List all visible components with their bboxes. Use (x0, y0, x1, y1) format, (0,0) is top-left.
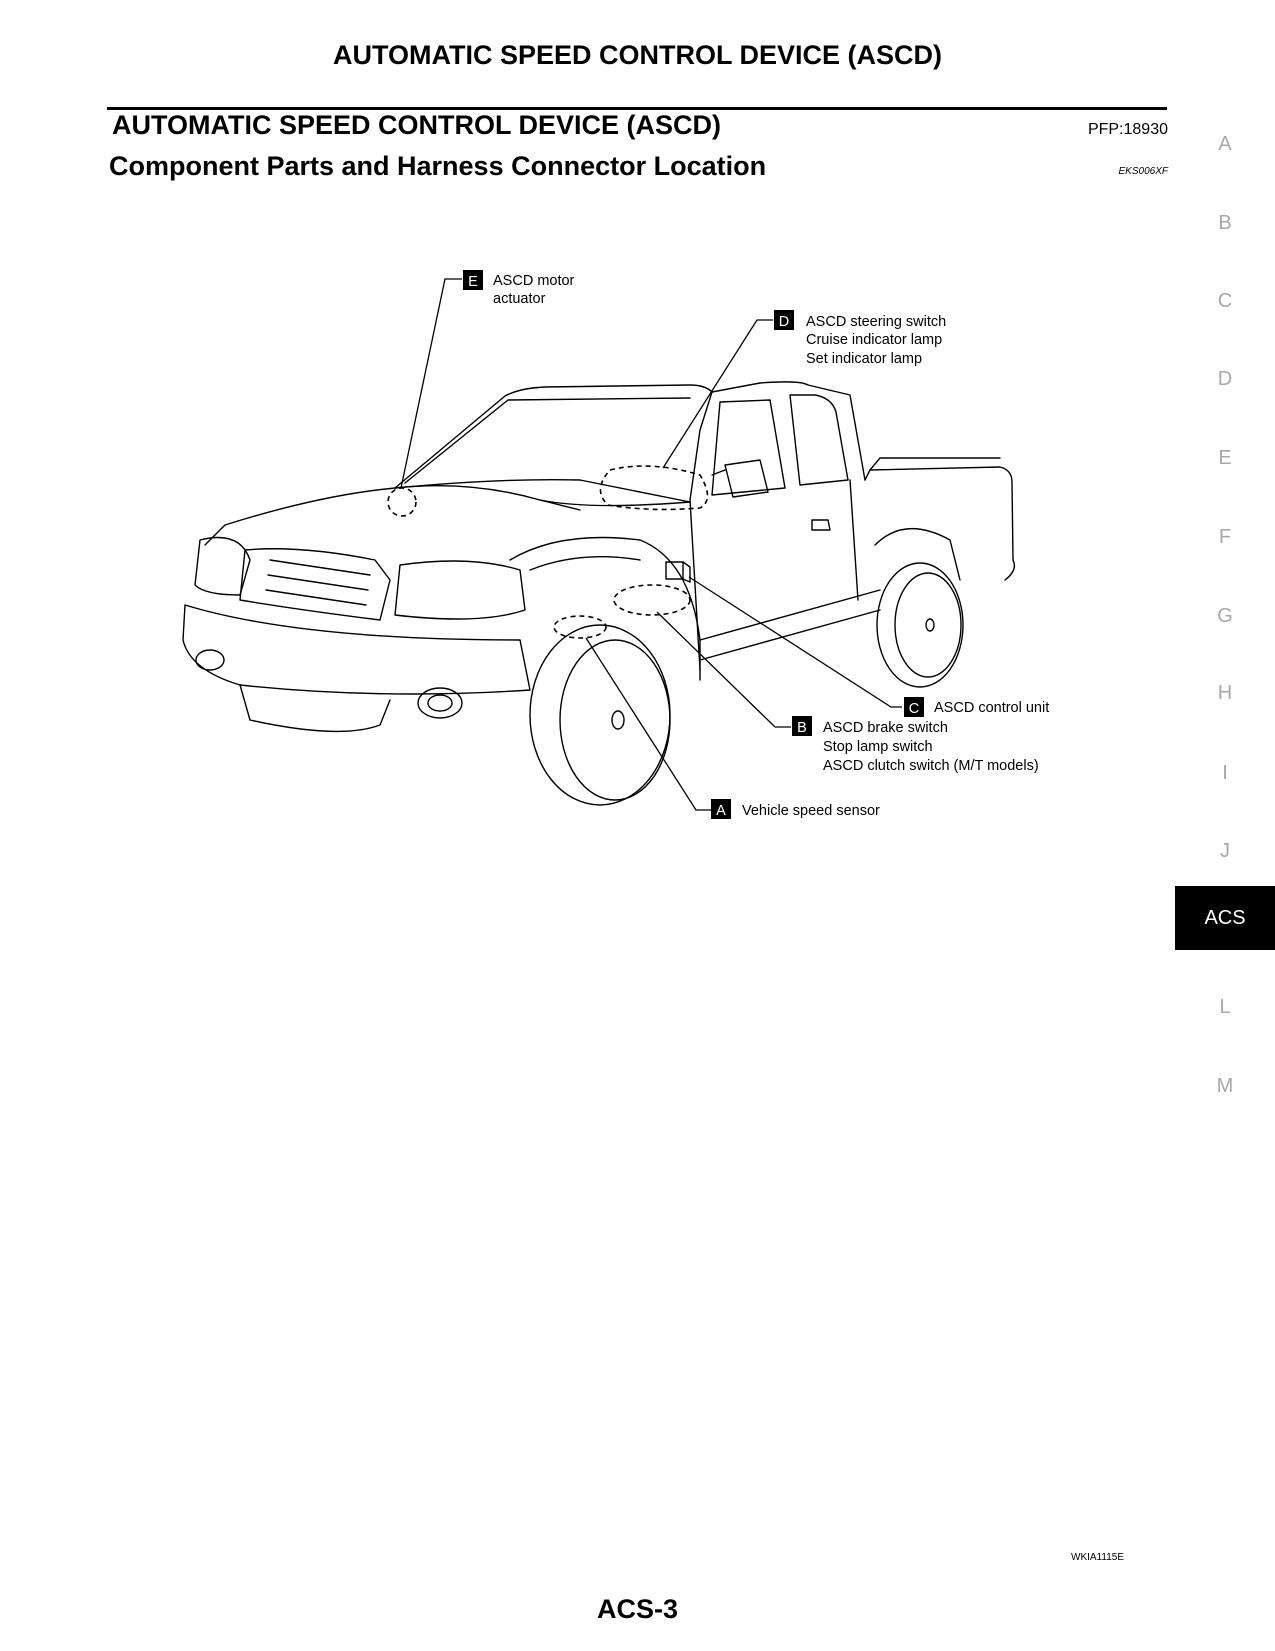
tab-j[interactable]: J (1220, 840, 1230, 862)
tab-i[interactable]: I (1222, 762, 1228, 784)
callout-b-line-1: ASCD brake switch (823, 720, 948, 736)
callout-c (904, 697, 1049, 717)
tab-g[interactable]: G (1217, 605, 1233, 627)
callout-b-line-2: Stop lamp switch (823, 739, 933, 755)
subsection-title: Component Parts and Harness Connector Location (109, 151, 767, 181)
pfp-code: PFP:18930 (1087, 121, 1168, 138)
tab-l[interactable]: L (1219, 996, 1231, 1018)
callout-e-line-1: ASCD motor (493, 273, 575, 289)
tab-c[interactable]: C (1217, 290, 1233, 312)
callout-b-letter: B (797, 720, 807, 736)
callout-e-line-2: actuator (493, 291, 546, 307)
callout-d-line-3: Set indicator lamp (806, 351, 923, 367)
callout-b-line-3: ASCD clutch switch (M/T models) (823, 758, 1039, 774)
callout-e-letter: E (468, 274, 478, 290)
callout-d-line-2: Cruise indicator lamp (806, 332, 943, 348)
callout-c-line-1: ASCD control unit (934, 700, 1050, 716)
callout-d-letter: D (778, 314, 790, 330)
callout-d-line-1: ASCD steering switch (806, 314, 947, 330)
callout-e (463, 270, 575, 307)
callout-d (774, 310, 946, 367)
tab-acs-active[interactable]: ACS (1175, 886, 1275, 950)
callout-a-letter: A (716, 803, 726, 819)
tab-a[interactable]: A (1218, 133, 1232, 155)
callout-b (792, 716, 1039, 774)
doc-code: EKS006XF (1118, 166, 1168, 177)
tab-h[interactable]: H (1217, 682, 1233, 704)
callout-a (711, 799, 880, 819)
tab-e[interactable]: E (1218, 447, 1232, 469)
tab-f[interactable]: F (1218, 526, 1232, 548)
callout-c-letter: C (908, 701, 920, 717)
page-number: ACS-3 (596, 1594, 678, 1624)
section-title: AUTOMATIC SPEED CONTROL DEVICE (ASCD) (112, 110, 722, 140)
running-header: AUTOMATIC SPEED CONTROL DEVICE (ASCD) (332, 40, 943, 70)
tab-d[interactable]: D (1217, 368, 1233, 390)
tab-b[interactable]: B (1218, 212, 1232, 234)
tab-m[interactable]: M (1216, 1075, 1234, 1097)
callout-a-line-1: Vehicle speed sensor (742, 803, 880, 819)
figure-code: WKIA1115E (1071, 1552, 1124, 1563)
